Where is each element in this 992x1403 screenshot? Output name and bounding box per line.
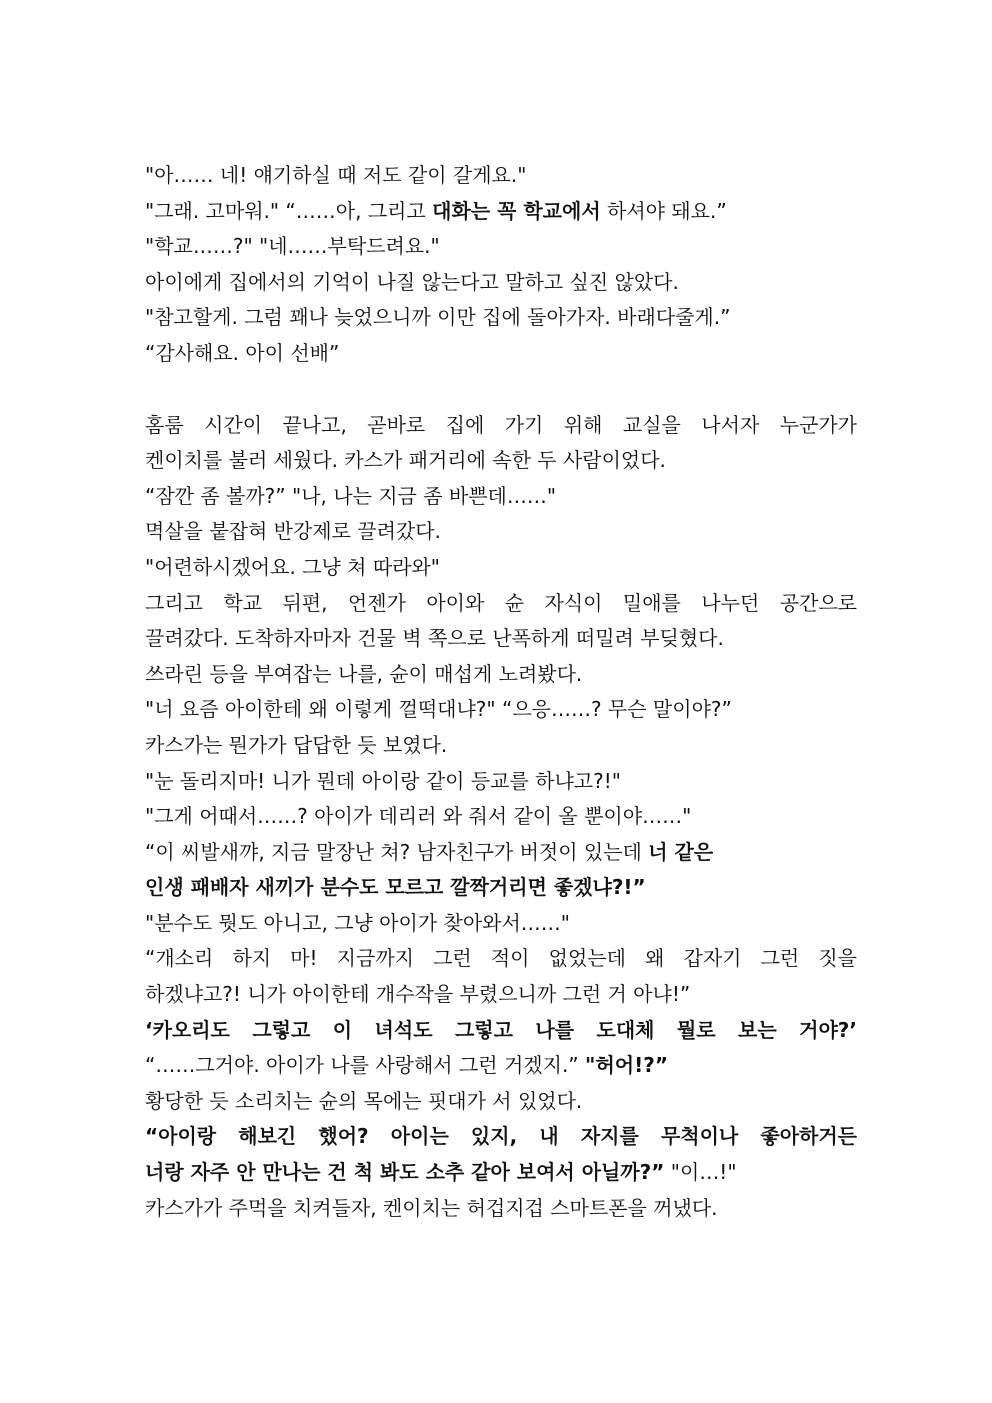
text-line: 멱살을 붙잡혀 반강제로 끌려갔다.	[145, 519, 441, 544]
text-line	[145, 1048, 857, 1084]
text-line	[145, 1155, 857, 1191]
bold-text: "허어!?”	[585, 1053, 668, 1078]
bold-text: 너랑 자주 안 만나는 건 척 봐도 소추 같아 보여서 아닐까?”	[145, 1160, 665, 1185]
text-line: 아이에게 집에서의 기억이 나질 않는다고 말하고 싶진 않았다.	[145, 269, 679, 294]
text-line: “잠깐 좀 볼까?” "나, 나는 지금 좀 바쁜데……"	[145, 483, 557, 508]
text-span: "그래. 고마워." “……아, 그리고	[145, 198, 433, 223]
text-line: "눈 돌리지마! 니가 뭔데 아이랑 같이 등교를 하냐고?!"	[145, 768, 621, 793]
text-line: 끌려갔다. 도착하자마자 건물 벽 쪽으로 난폭하게 떠밀려 부딪혔다.	[145, 626, 724, 651]
bold-text-line: 인생 패배자 새끼가 분수도 모르고 깔짝거리면 좋겠냐?!”	[145, 875, 646, 900]
text-span: "이…!"	[664, 1160, 737, 1185]
text-line	[145, 835, 857, 871]
text-line: 그리고 학교 뒤편, 언젠가 아이와 슌 자식이 밀애를 나누던 공간으로	[145, 590, 857, 615]
text-line: "학교……?" "네……부탁드려요."	[145, 234, 440, 259]
bold-text: 대화는 꼭 학교에서	[432, 198, 601, 223]
text-line: “감사해요. 아이 선배”	[145, 340, 340, 365]
text-line: "너 요즘 아이한테 왜 이렇게 껄떡대냐?" “으응……? 무슨 말이야?”	[145, 697, 732, 722]
bold-text-line: ‘카오리도 그렇고 이 녀석도 그렇고 나를 도대체 뭘로 보는 거야?’	[145, 1017, 857, 1042]
text-span: 하셔야 돼요.”	[600, 198, 727, 223]
text-line	[145, 194, 857, 230]
text-line: 카스가는 뭔가가 답답한 듯 보였다.	[145, 732, 448, 757]
text-line: "아…… 네! 얘기하실 때 저도 같이 갈게요."	[145, 163, 527, 187]
text-line: 황당한 듯 소리치는 슌의 목에는 핏대가 서 있었다.	[145, 1088, 583, 1113]
text-line: "참고할게. 그럼 꽤나 늦었으니까 이만 집에 돌아가자. 바래다줄게.”	[145, 305, 731, 330]
text-line: 카스가가 주먹을 치켜들자, 켄이치는 허겁지겁 스마트폰을 꺼냈다.	[145, 1195, 718, 1220]
text-line: “개소리 하지 마! 지금까지 그런 적이 없었는데 왜 갑자기 그런 짓을	[145, 946, 857, 971]
text-line: "그게 어때서……? 아이가 데리러 와 줘서 같이 올 뿐이야……"	[145, 804, 692, 829]
document-page	[145, 158, 857, 1226]
bold-text-line: “아이랑 해보긴 했어? 아이는 있지, 내 자지를 무척이나 좋아하거든	[145, 1124, 857, 1149]
text-line: 쓰라린 등을 부여잡는 나를, 슌이 매섭게 노려봤다.	[145, 661, 583, 686]
text-line: 하겠냐고?! 니가 아이한테 개수작을 부렸으니까 그런 거 아냐!”	[145, 982, 691, 1007]
text-line: "어련하시겠어요. 그냥 쳐 따라와"	[145, 554, 440, 579]
text-span: “이 씨발새꺄, 지금 말장난 쳐? 남자친구가 버젓이 있는데	[145, 839, 649, 864]
text-line: 홈룸 시간이 끝나고, 곧바로 집에 가기 위해 교실을 나서자 누군가가	[145, 412, 857, 437]
paragraph-gap	[145, 372, 857, 408]
text-span: “……그거야. 아이가 나를 사랑해서 그런 거겠지.”	[145, 1053, 586, 1078]
text-line: "분수도 뭣도 아니고, 그냥 아이가 찾아와서……"	[145, 910, 570, 935]
text-line: 켄이치를 불러 세웠다. 카스가 패거리에 속한 두 사람이었다.	[145, 448, 666, 473]
bold-text: 너 같은	[648, 839, 714, 864]
